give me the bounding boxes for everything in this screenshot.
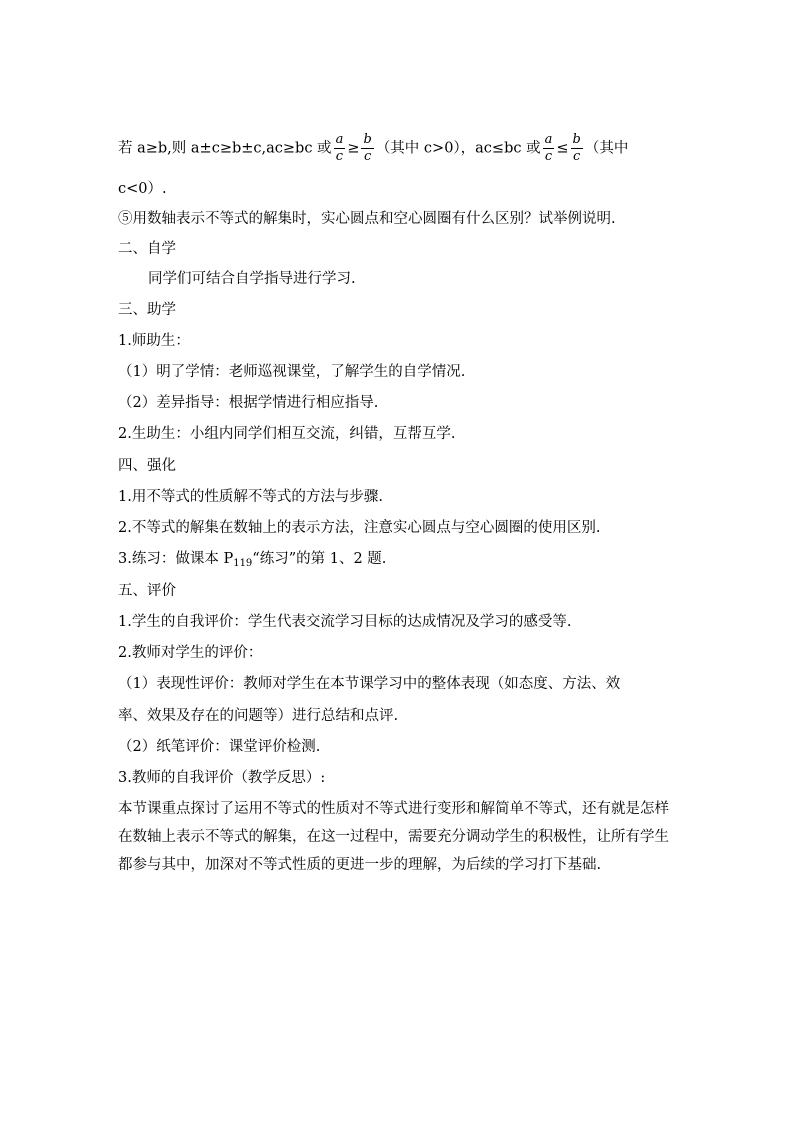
formula-text: （其中 [584, 140, 629, 157]
formula-text: （其中 c>0），ac≤bc 或 [375, 140, 541, 157]
section-5-item-2: 2.教师对学生的评价： [118, 645, 263, 661]
teaching-reflection-paragraph: 本节课重点探讨了运用不等式的性质对不等式进行变形和解简单不等式，还有就是怎样在数轴上表示不等式的解集，在这一过程中，需要充分调动学生的积极性，让所有学生都参与其中，加深对不等式性质的更进一步的理解，为后续的学习打下基础. [118, 801, 669, 873]
section-5-item-1: 1.学生的自我评价：学生代表交流学习目标的达成情况及学习的感受等. [118, 614, 572, 630]
section-3-item-1b: （2）差异指导：根据学情进行相应指导. [118, 395, 379, 411]
section-2-text: 同学们可结合自学指导进行学习. [148, 271, 356, 287]
section-2-title: 二、自学 [118, 241, 176, 257]
fraction-a-over-c: $\frac{a}{c}$ [544, 132, 553, 164]
fraction-a-over-c: $\frac{a}{c}$ [335, 132, 344, 164]
inequality-property-line [118, 132, 628, 165]
section-3-title: 三、助学 [118, 302, 176, 318]
section-4-item-3: 3.练习：做课本 $P_{119}“$练习”的第 1、2 题. [118, 551, 387, 569]
formula-text: 若 a≥b,则 a±c≥b±c,ac≥bc 或 [118, 140, 332, 157]
formula-continuation: c<0）. [118, 181, 167, 197]
section-5-item-2b: （2）纸笔评价：课堂评价检测. [118, 739, 321, 755]
section-4-item-1: 1.用不等式的性质解不等式的方法与步骤. [118, 489, 383, 505]
section-3-item-1: 1.师助生： [118, 333, 190, 349]
section-5-item-3: 3.教师的自我评价（教学反思）: [118, 770, 326, 786]
page-subscript: 119 [233, 558, 253, 569]
question-5: ⑤用数轴表示不等式的解集时，实心圆点和空心圆圈有什么区别？试举例说明. [118, 211, 616, 227]
section-3-item-2: 2.生助生：小组内同学们相互交流，纠错，互帮互学. [118, 426, 456, 442]
section-5-item-2a-line1: （1）表现性评价：教师对学生在本节课学习中的整体表现（如态度、方法、效 [118, 676, 621, 692]
section-4-item-2: 2.不等式的解集在数轴上的表示方法，注意实心圆点与空心圆圈的使用区别. [118, 520, 601, 536]
section-5-item-2a-line2: 率、效果及存在的问题等）进行总结和点评. [118, 708, 399, 724]
fraction-b-over-c: $\frac{b}{c}$ [572, 132, 581, 164]
fraction-b-over-c: $\frac{b}{c}$ [363, 132, 372, 164]
section-3-item-1a: （1）明了学情：老师巡视课堂，了解学生的自学情况. [118, 364, 466, 380]
section-5-title: 五、评价 [118, 583, 176, 599]
leq-symbol: ≤ [556, 140, 569, 157]
geq-symbol: ≥ [347, 140, 360, 157]
section-4-title: 四、强化 [118, 458, 176, 474]
